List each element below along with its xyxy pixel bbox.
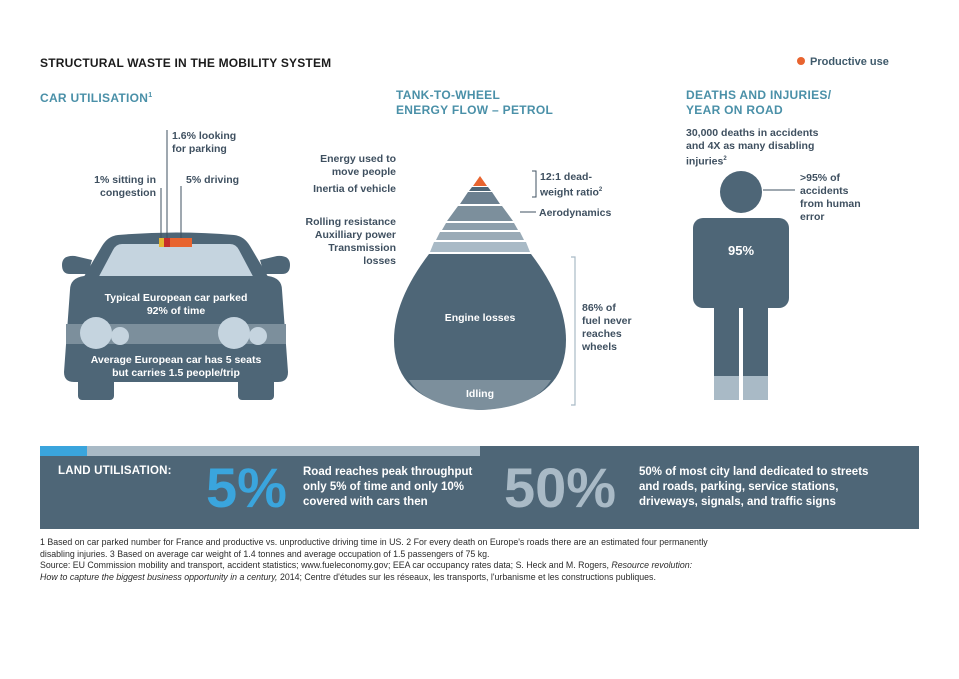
car-utilisation-heading: CAR UTILISATION$^1$: [40, 91, 153, 105]
land-utilisation-label: LAND UTILISATION:: [58, 465, 172, 477]
road-throughput-text: Road reaches peak throughput only 5% of time and only 10% covered with cars then: [303, 466, 473, 508]
land-band-top-dark: [480, 446, 919, 456]
energy-flow-heading: TANK-TO-WHEEL ENERGY FLOW – PETROL: [396, 88, 554, 117]
land-band-top-blue: [40, 446, 87, 456]
person-icon: [693, 171, 789, 400]
car-parked-label: Typical European car parked 92% of time: [104, 292, 248, 317]
auxiliary-power-label: Auxilliary power: [314, 229, 396, 241]
deaths-stat-label: 30,000 deaths in accidents and 4X as many disabling injuries$^2$: [686, 127, 819, 168]
footnotes: [40, 537, 920, 583]
human-error-label: >95% of accidents from human error: [800, 172, 861, 223]
footnote-line-3: Source: EU Commission mobility and transport, accident statistics; www.fueleconomy.gov; EEA car occupancy rates data; S. Heck and M. Rogers, Resource revolution:: [40, 560, 693, 570]
big-50-percent: 50%: [504, 456, 617, 519]
transmission-losses-label: Transmission losses: [328, 242, 396, 267]
big-5-percent: 5%: [206, 456, 287, 519]
rolling-resistance-label: Rolling resistance: [305, 216, 396, 228]
deadweight-ratio-label: 12:1 dead- weight ratio$^2$: [540, 171, 603, 199]
engine-losses-label: Engine losses: [444, 312, 516, 324]
inertia-label: Inertia of vehicle: [313, 183, 396, 195]
footnote-line-1: 1 Based on car parked number for France and productive vs. unproductive driving time in US. 2 For every death on Europe's roads there are an estimated four permanently: [40, 537, 708, 547]
congestion-label: 1% sitting in congestion: [94, 174, 156, 199]
page-title: STRUCTURAL WASTE IN THE MOBILITY SYSTEM: [40, 56, 332, 70]
idling-label: Idling: [466, 388, 494, 400]
car-seats-label: Average European car has 5 seats but carries 1.5 people/trip: [90, 354, 262, 379]
footnote-line-2: disabling injuries. 3 Based on average car weight of 1.4 tonnes and average occupation of 1.5 passengers of 75 kg.: [40, 548, 490, 559]
parking-bar: [164, 238, 170, 247]
aerodynamics-label: Aerodynamics: [539, 207, 612, 219]
looking-for-parking-label: 1.6% looking for parking: [172, 130, 237, 155]
city-land-text: 50% of most city land dedicated to streets and roads, parking, service stations, driveways, signals, and traffic signs: [639, 466, 869, 508]
move-people-label: Energy used to move people: [320, 153, 396, 178]
legend-label: Productive use: [810, 56, 889, 68]
footnote-line-4: How to capture the biggest business opportunity in a century, 2014; Centre d'études sur les réseaux, les transports, l'urbanisme et les constructions publiques.: [40, 571, 656, 582]
deaths-heading: DEATHS AND INJURIES/ YEAR ON ROAD: [686, 88, 832, 117]
human-error-pct: 95%: [727, 243, 755, 258]
driving-bar: [170, 238, 192, 247]
fuel-never-reaches-label: 86% of fuel never reaches wheels: [582, 302, 632, 353]
driving-label: 5% driving: [186, 174, 240, 186]
congestion-bar: [159, 238, 164, 247]
